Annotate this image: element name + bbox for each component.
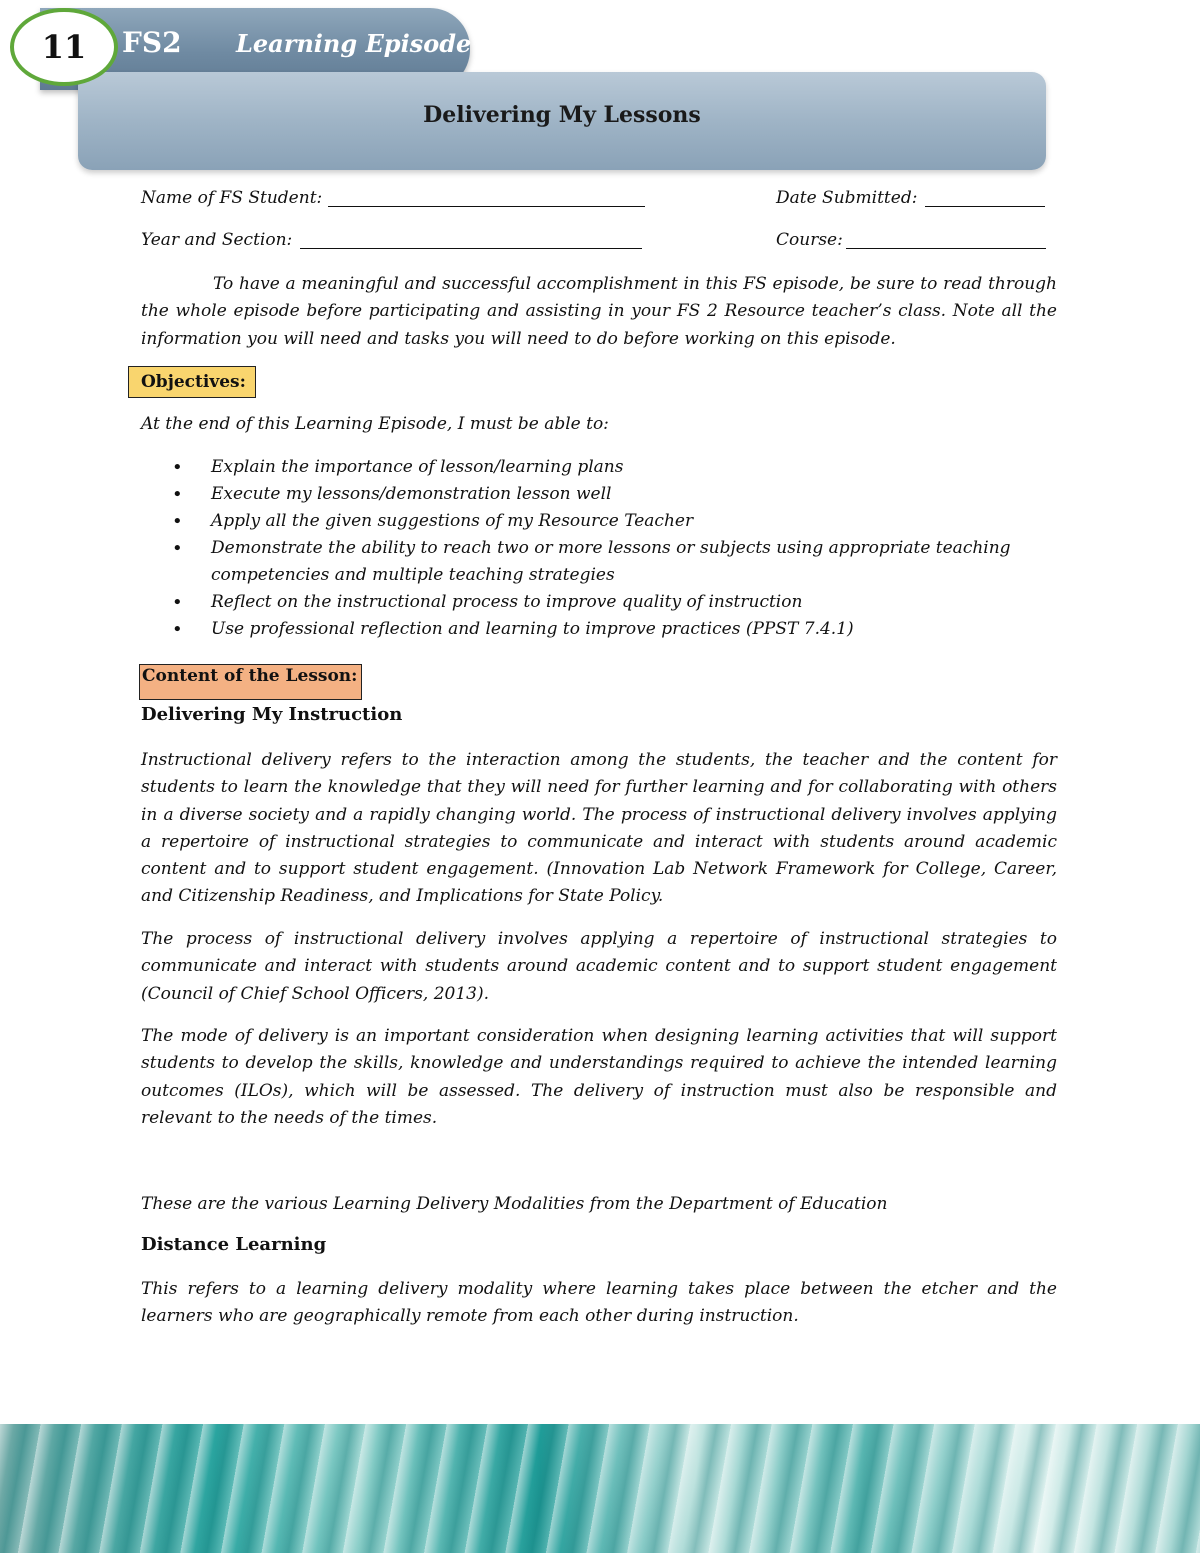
paragraph-distance-learning: This refers to a learning delivery modality where learning takes place between the etcher and the learners who are geographically remote from each other during instruction. — [141, 1279, 1057, 1327]
list-item: • Use professional reflection and learning to improve practices (PPST 7.4.1) — [172, 616, 1052, 643]
intro-paragraph: To have a meaningful and successful accomplishment in this FS episode, be sure to read through the whole episode before participating and assisting in your FS 2 Resource teacher’s class. Note all the information you will need and tasks you will need to do before working on this episode. — [141, 274, 1057, 349]
objectives-label: Objectives: — [128, 366, 256, 398]
paragraph-modalities: These are the various Learning Delivery Modalities from the Department of Education — [141, 1194, 888, 1214]
date-blank[interactable] — [925, 206, 1045, 207]
page-title: Delivering My Lessons — [423, 102, 701, 128]
objectives-list — [172, 454, 1052, 643]
name-blank[interactable] — [328, 206, 645, 207]
paragraph-instructional-delivery: Instructional delivery refers to the interaction among the students, the teacher and the content for students to learn the knowledge that they will need for further learning and for collaborating with others in a diverse society and a rapidly changing world. The process of instructional delivery involves applying a repertoire of instructional strategies to communicate and interact with students around academic content and to support student engagement. (Innovation Lab Network Framework for College, Career, and Citizenship Readiness, and Implications for State Policy. — [141, 750, 1057, 907]
footer-decoration — [0, 1424, 1200, 1553]
year-section-label: Year and Section: — [141, 230, 293, 250]
paragraph-mode-of-delivery: The mode of delivery is an important consideration when designing learning activities that will support students to develop the skills, knowledge and understandings required to achieve the intended learning outcomes (ILOs), which will be assessed. The delivery of instruction must also be responsible and relevant to the needs of the times. — [141, 1026, 1057, 1128]
list-item: • Demonstrate the ability to reach two or more lessons or subjects using appropriate teaching competencies and multiple teaching strategies — [172, 535, 1052, 589]
episode-number-badge: 11 — [10, 8, 118, 86]
heading-delivering-instruction: Delivering My Instruction — [141, 704, 403, 725]
list-item: • Apply all the given suggestions of my Resource Teacher — [172, 508, 1052, 535]
course-blank[interactable] — [846, 248, 1046, 249]
list-item: • Execute my lessons/demonstration lesson well — [172, 481, 1052, 508]
heading-distance-learning: Distance Learning — [141, 1234, 327, 1255]
paragraph-process: The process of instructional delivery involves applying a repertoire of instructional strategies to communicate and interact with students around academic content and to support student engagement (Council of Chief School Officers, 2013). — [141, 929, 1057, 1004]
objectives-lead: At the end of this Learning Episode, I must be able to: — [141, 414, 609, 434]
year-section-blank[interactable] — [300, 248, 642, 249]
name-label: Name of FS Student: — [141, 188, 323, 208]
content-label: Content of the Lesson: — [139, 664, 362, 700]
list-item: • Reflect on the instructional process to improve quality of instruction — [172, 589, 1052, 616]
course-label: Course: — [776, 230, 843, 250]
title-banner — [78, 72, 1046, 170]
date-label: Date Submitted: — [776, 188, 918, 208]
list-item: • Explain the importance of lesson/learning plans — [172, 454, 1052, 481]
course-code: FS2 — [122, 26, 182, 59]
episode-label: Learning Episode — [236, 29, 472, 58]
